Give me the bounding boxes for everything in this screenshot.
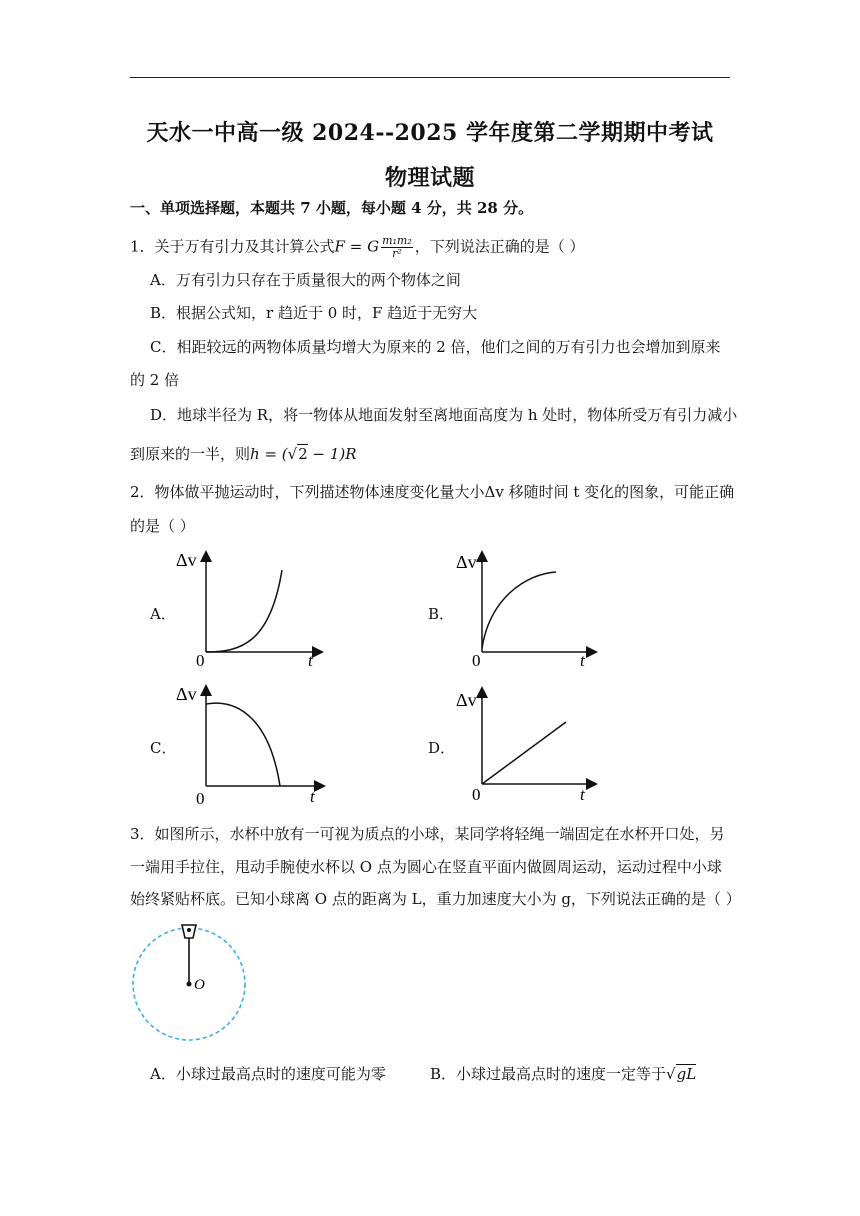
section-heading: 一、单项选择题，本题共 7 小题，每小题 4 分，共 28 分。 (130, 199, 534, 217)
q3-circular-motion-diagram (126, 920, 256, 1050)
q3-stem-line3: 始终紧贴杯底。已知小球离 O 点的距离为 L，重力加速度大小为 g，下列说法正确的是（ ） (130, 890, 741, 908)
q3-option-b-sqrt: gL (676, 1065, 697, 1083)
q1-d-formula-b: − 1)R (307, 445, 357, 463)
q2-graph-d (446, 684, 606, 804)
q1-formula-fraction (381, 235, 413, 260)
q1-d-sqrt: 2 (298, 445, 308, 463)
q2-graph-a-label: A． (150, 605, 176, 623)
q2-graph-d-xlabel: t (580, 785, 585, 804)
q1-option-c-line1: C．相距较远的两物体质量均增大为原来的 2 倍，他们之间的万有引力也会增加到原来 (150, 338, 721, 356)
q2-graph-d-ylabel: Δv (456, 690, 477, 710)
exam-subtitle: 物理试题 (384, 165, 475, 191)
q2-graph-a (170, 548, 330, 668)
q2-graph-b-label: B． (428, 605, 455, 623)
q3-option-b-text: B．小球过最高点时的速度一定等于 (430, 1065, 667, 1083)
q1-d-text: 到原来的一半，则 (130, 445, 251, 463)
q2-graph-a-ylabel: Δv (176, 550, 197, 570)
q1-option-d-line1: D．地球半径为 R，将一物体从地面发射至离地面高度为 h 处时，物体所受万有引力减小 (150, 406, 738, 424)
q2-graph-c-label: C． (150, 739, 177, 757)
ball-dot (187, 928, 191, 932)
q2-graph-b-ylabel: Δv (456, 552, 477, 572)
q2-stem-line2: 的是（ ） (130, 517, 195, 535)
q1-option-d-line2: 到原来的一半，则h = (√2 − 1)R (130, 445, 357, 463)
exam-title: 天水一中高一级 2024--2025 学年度第二学期期中考试 (146, 120, 714, 146)
q2-graph-c-ylabel: Δv (176, 684, 197, 704)
q2-graph-c (170, 682, 330, 806)
q1-option-a: A．万有引力只存在于质量很大的两个物体之间 (150, 271, 461, 289)
center-point (187, 982, 192, 987)
q2-graph-d-origin: 0 (472, 785, 481, 804)
q2-graph-b-origin: 0 (472, 651, 481, 668)
q2-graph-b (446, 548, 606, 668)
q1-d-formula-a: h = ( (250, 445, 288, 463)
q1-stem-before: 1．关于万有引力及其计算公式 (130, 237, 335, 256)
q2-graph-a-origin: 0 (196, 651, 205, 668)
q1-option-b: B．根据公式知，r 趋近于 0 时，F 趋近于无穷大 (150, 304, 478, 322)
q2-stem-line1: 2．物体做平抛运动时，下列描述物体速度变化量大小Δv 移随时间 t 变化的图象，可能正确 (130, 483, 735, 501)
center-label: O (194, 977, 205, 993)
q2-graph-c-xlabel: t (310, 787, 315, 806)
q3-stem-line1: 3．如图所示，水杯中放有一可视为质点的小球，某同学将轻绳一端固定在水杯开口处，另 (130, 825, 725, 843)
q3-stem-line2: 一端用手拉住，甩动手腕使水杯以 O 点为圆心在竖直平面内做圆周运动，运动过程中小球 (130, 858, 722, 876)
q1-formula-g: G (367, 237, 380, 256)
q1-stem-after: ，下列说法正确的是（ ） (414, 237, 585, 256)
q1-formula-lhs: F (334, 237, 345, 256)
q3-option-a: A．小球过最高点时的速度可能为零 (150, 1065, 386, 1083)
q2-graph-d-label: D． (428, 739, 456, 757)
q3-option-b: B．小球过最高点时的速度一定等于√gL (430, 1065, 697, 1083)
q1-option-c-line2: 的 2 倍 (130, 371, 180, 389)
q2-graph-b-xlabel: t (580, 651, 585, 668)
q1-formula-eq: = (344, 237, 368, 256)
q2-graph-c-origin: 0 (196, 789, 205, 806)
header-rule (130, 77, 730, 78)
q2-graph-a-xlabel: t (308, 651, 313, 668)
q1-stem (130, 235, 585, 260)
q1-formula-num: m₁m₂ (382, 234, 412, 247)
q1-formula-den: r² (392, 247, 402, 260)
